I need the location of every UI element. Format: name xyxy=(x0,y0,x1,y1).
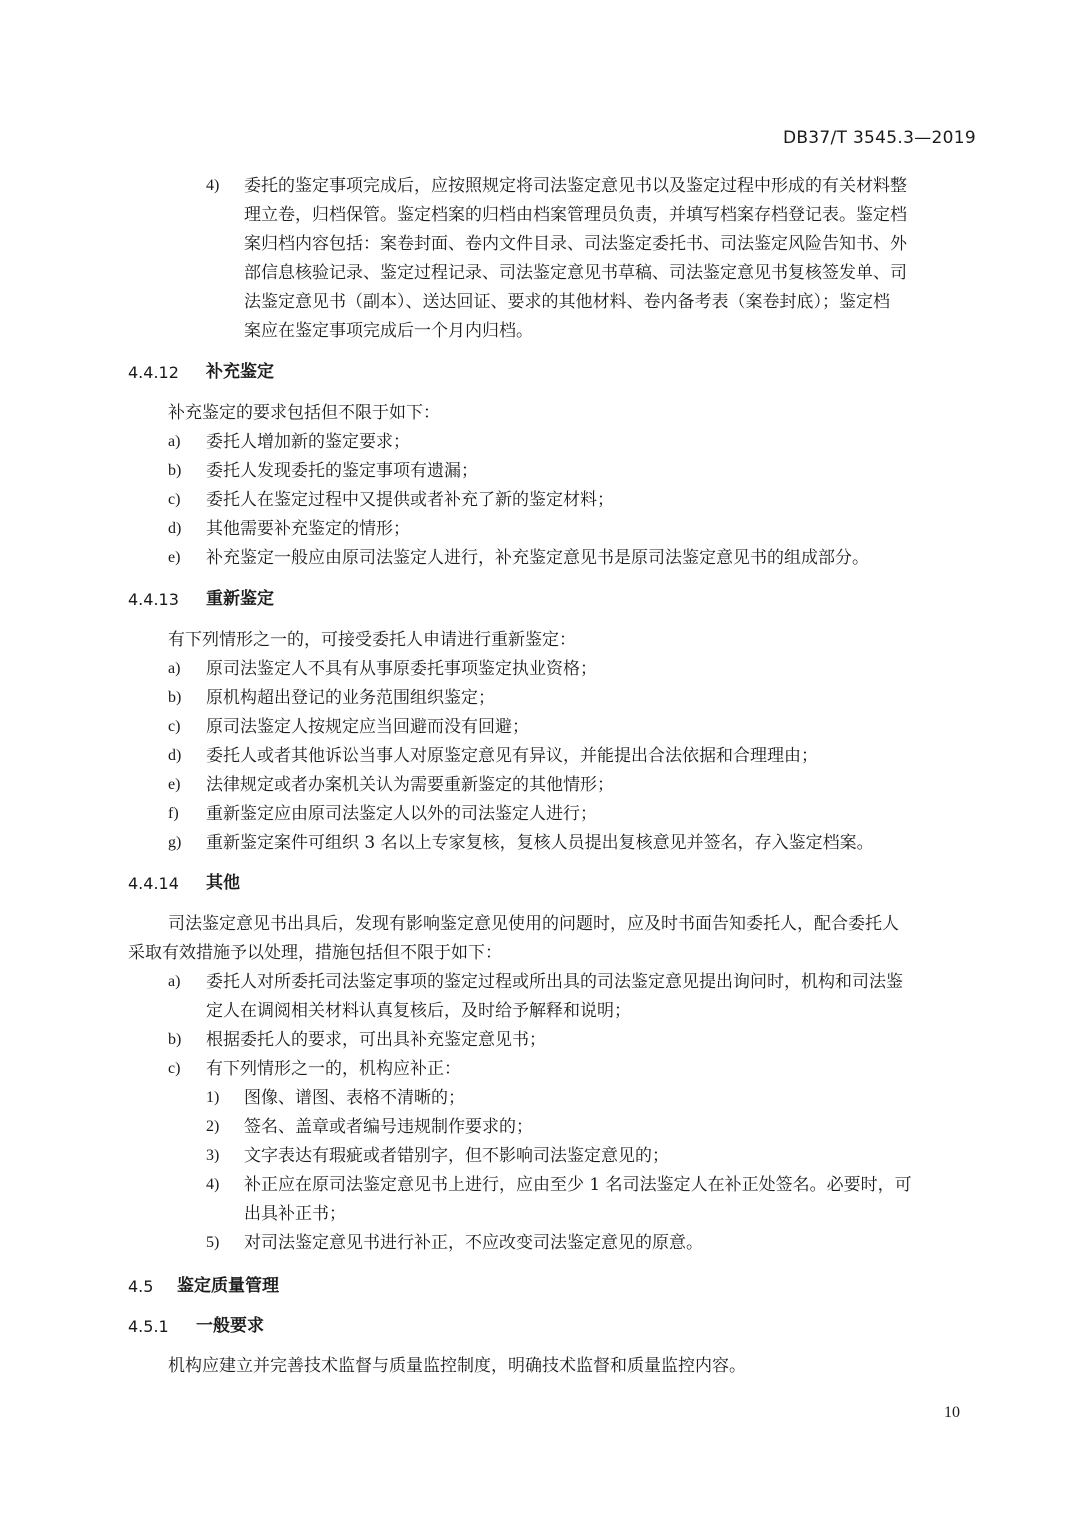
section-number: 4.5.1 xyxy=(128,1317,169,1336)
sublist-marker: 2) xyxy=(206,1118,220,1135)
list-marker: f) xyxy=(168,805,179,822)
list-marker: e) xyxy=(168,549,181,566)
list-item: 委托人对所委托司法鉴定事项的鉴定过程或所出具的司法鉴定意见提出询问时，机构和司法鉴 xyxy=(206,972,903,992)
list-item: 补充鉴定一般应由原司法鉴定人进行，补充鉴定意见书是原司法鉴定意见书的组成部分。 xyxy=(206,548,869,568)
sublist-item-continued: 出具补正书； xyxy=(244,1204,346,1224)
list-item: 重新鉴定案件可组织 3 名以上专家复核，复核人员提出复核意见并签名，存入鉴定档案。 xyxy=(206,833,874,853)
list-marker: e) xyxy=(168,776,181,793)
list-marker: c) xyxy=(168,491,181,508)
paragraph-line: 法鉴定意见书（副本）、送达回证、要求的其他材料、卷内备考表（案卷封底）；鉴定档 xyxy=(244,292,890,312)
list-item: 委托人增加新的鉴定要求； xyxy=(206,432,410,452)
list-item-continued: 定人在调阅相关材料认真复核后，及时给予解释和说明； xyxy=(206,1001,631,1021)
sublist-item: 补正应在原司法鉴定意见书上进行，应由至少 1 名司法鉴定人在补正处签名。必要时，可 xyxy=(244,1175,912,1195)
section-number: 4.4.14 xyxy=(128,874,179,893)
section-title: 其他 xyxy=(206,873,240,893)
list-item: 根据委托人的要求，可出具补充鉴定意见书； xyxy=(206,1030,546,1050)
section-number: 4.4.12 xyxy=(128,363,179,382)
list-marker: c) xyxy=(168,1060,181,1077)
section-title: 补充鉴定 xyxy=(206,362,274,382)
list-marker: 4) xyxy=(206,177,220,194)
list-item: 法律规定或者办案机关认为需要重新鉴定的其他情形； xyxy=(206,775,614,795)
section-title: 一般要求 xyxy=(196,1316,264,1336)
sublist-marker: 5) xyxy=(206,1234,220,1251)
list-item: 原司法鉴定人不具有从事原委托事项鉴定执业资格； xyxy=(206,659,597,679)
paragraph-line: 理立卷，归档保管。鉴定档案的归档由档案管理员负责，并填写档案存档登记表。鉴定档 xyxy=(244,205,907,225)
list-item: 原机构超出登记的业务范围组织鉴定； xyxy=(206,688,495,708)
list-item: 重新鉴定应由原司法鉴定人以外的司法鉴定人进行； xyxy=(206,804,597,824)
sublist-item: 图像、谱图、表格不清晰的； xyxy=(244,1088,465,1108)
list-item: 委托人发现委托的鉴定事项有遗漏； xyxy=(206,461,478,481)
list-item: 委托人在鉴定过程中又提供或者补充了新的鉴定材料； xyxy=(206,490,614,510)
paragraph-line: 机构应建立并完善技术监督与质量监控制度，明确技术监督和质量监控内容。 xyxy=(168,1356,746,1376)
sublist-item: 签名、盖章或者编号违规制作要求的； xyxy=(244,1117,533,1137)
sublist-marker: 1) xyxy=(206,1089,220,1106)
list-marker: a) xyxy=(168,973,181,990)
document-code: DB37/T 3545.3—2019 xyxy=(782,128,976,148)
section-intro: 有下列情形之一的，可接受委托人申请进行重新鉴定： xyxy=(168,630,576,650)
list-marker: a) xyxy=(168,433,181,450)
list-item: 原司法鉴定人按规定应当回避而没有回避； xyxy=(206,717,529,737)
sublist-marker: 4) xyxy=(206,1176,220,1193)
list-marker: b) xyxy=(168,1031,182,1048)
sublist-marker: 3) xyxy=(206,1147,220,1164)
sublist-item: 对司法鉴定意见书进行补正，不应改变司法鉴定意见的原意。 xyxy=(244,1233,703,1253)
paragraph-line: 案归档内容包括：案卷封面、卷内文件目录、司法鉴定委托书、司法鉴定风险告知书、外 xyxy=(244,234,907,254)
section-title: 鉴定质量管理 xyxy=(177,1276,279,1296)
paragraph-line: 委托的鉴定事项完成后，应按照规定将司法鉴定意见书以及鉴定过程中形成的有关材料整 xyxy=(244,176,907,196)
paragraph-line: 案应在鉴定事项完成后一个月内归档。 xyxy=(244,321,533,341)
paragraph-line: 部信息核验记录、鉴定过程记录、司法鉴定意见书草稿、司法鉴定意见书复核签发单、司 xyxy=(244,263,907,283)
section-intro: 补充鉴定的要求包括但不限于如下： xyxy=(168,403,440,423)
section-title: 重新鉴定 xyxy=(206,589,274,609)
section-number: 4.4.13 xyxy=(128,590,179,609)
sublist-item: 文字表达有瑕疵或者错别字，但不影响司法鉴定意见的； xyxy=(244,1146,669,1166)
paragraph-line: 司法鉴定意见书出具后，发现有影响鉴定意见使用的问题时，应及时书面告知委托人，配合委托人 xyxy=(168,914,899,934)
list-marker: d) xyxy=(168,520,182,537)
list-marker: b) xyxy=(168,462,182,479)
list-marker: b) xyxy=(168,689,182,706)
list-marker: d) xyxy=(168,747,182,764)
list-marker: g) xyxy=(168,834,182,851)
section-number: 4.5 xyxy=(128,1277,154,1296)
list-item: 有下列情形之一的，机构应补正： xyxy=(206,1059,461,1079)
paragraph-line: 采取有效措施予以处理，措施包括但不限于如下： xyxy=(128,943,502,963)
list-item: 委托人或者其他诉讼当事人对原鉴定意见有异议，并能提出合法依据和合理理由； xyxy=(206,746,818,766)
list-marker: c) xyxy=(168,718,181,735)
list-item: 其他需要补充鉴定的情形； xyxy=(206,519,410,539)
page-number: 10 xyxy=(944,1404,960,1421)
list-marker: a) xyxy=(168,660,181,677)
